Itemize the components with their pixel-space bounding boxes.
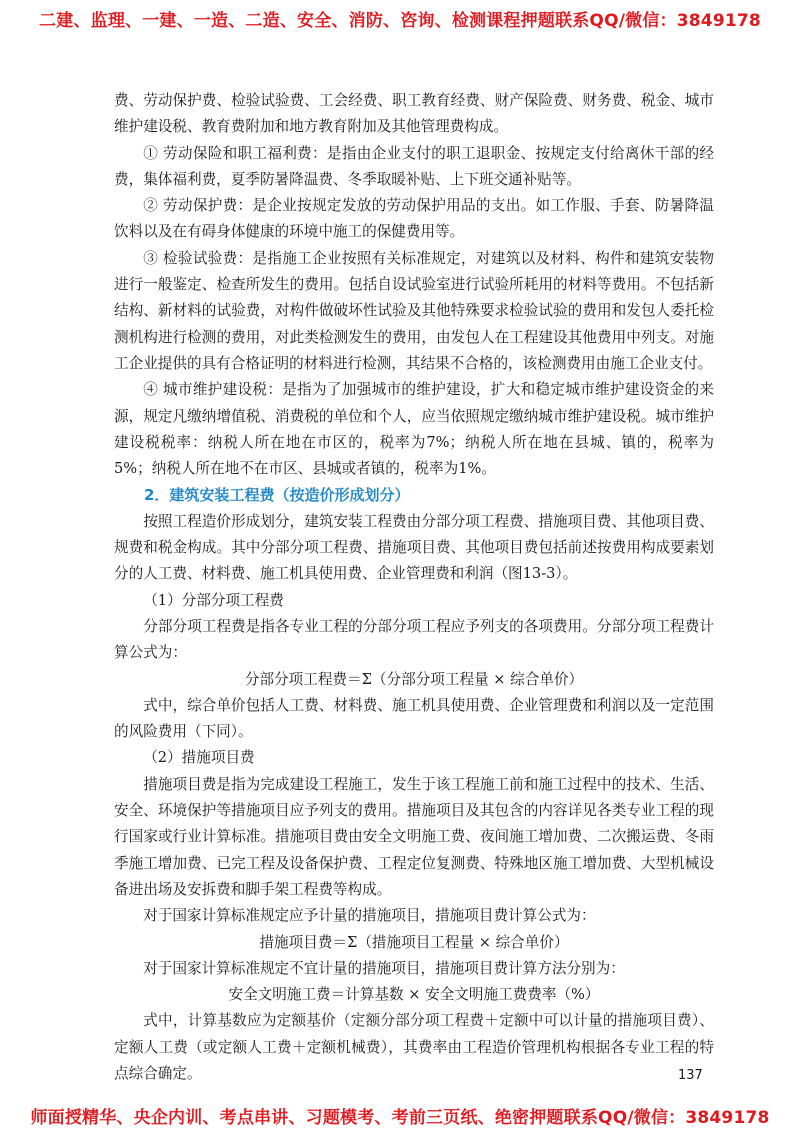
page-body [114,88,714,1087]
page-number: 137 [678,1068,703,1083]
paragraph-labor-insurance: ① 劳动保险和职工福利费：是指由企业支付的职工退职金、按规定支付给离休干部的经费，集体福利费，夏季防暑降温费、冬季取暖补贴、上下班交通补贴等。 [114,144,714,188]
paragraph-management-fee-continuation: 费、劳动保护费、检验试验费、工会经费、职工教育经费、财产保险费、财务费、税金、城市维护建设税、教育费附加和地方教育附加及其他管理费构成。 [114,92,714,136]
paragraph-labor-protection: ② 劳动保护费：是企业按规定发放的劳动保护用品的支出。如工作服、手套、防暑降温饮料以及在有碍身体健康的环境中施工的保健费用等。 [114,197,714,241]
paragraph-measure-definition: 措施项目费是指为完成建设工程施工，发生于该工程施工前和施工过程中的技术、生活、安全、环境保护等措施项目应予列支的费用。措施项目及其包含的内容详见各类专业工程的现行国家或行业计算标准。措施项目费由安全文明施工费、夜间施工增加费、二次搬运费、冬雨季施工增加费、已完工程及设备保护费、工程定位复测费、特殊地区施工增加费、大型机械设备进出场及安拆费和脚手架工程费等构成。 [114,775,714,898]
paragraph-urban-maintenance-tax: ④ 城市维护建设税：是指为了加强城市的维护建设，扩大和稳定城市维护建设资金的来源，规定凡缴纳增值税、消费税的单位和个人，应当依照规定缴纳城市维护建设税。城市维护建设税税率：纳税人所在地在市区的，税率为7%；纳税人所在地在县城、镇的，税率为5%；纳税人所在地不在市区、县城或者镇的，税率为1%。 [114,381,714,478]
formula-measure-cost: 措施项目费＝Σ（措施项目工程量 × 综合单价） [259,933,569,951]
formula-safety-civilization-fee: 安全文明施工费＝计算基数 × 安全文明施工费费率（%） [228,986,600,1004]
paragraph-inspection-test: ③ 检验试验费：是指施工企业按照有关标准规定，对建筑以及材料、构件和建筑安装物进行一般鉴定、检查所发生的费用。包括自设试验室进行试验所耗用的材料等费用。不包括新结构、新材料的试验费，对构件做破坏性试验及其他特殊要求检验试验的费用和发包人委托检测机构进行检测的费用，对此类检测发生的费用，由发包人在工程建设其他费用中列支。对施工企业提供的具有合格证明的材料进行检测，其结果不合格的，该检测费用由施工企业支付。 [114,249,714,372]
paragraph-non-measurable-measures: 对于国家计算标准规定不宜计量的措施项目，措施项目费计算方法分别为： [143,959,625,977]
paragraph-calculation-base-note: 式中，计算基数应为定额基价（定额分部分项工程费＋定额中可以计量的措施项目费）、定额人工费（或定额人工费＋定额机械费），其费率由工程造价管理机构根据各专业工程的特点综合确定。 [114,1012,714,1082]
footer-banner: 师面授精华、央企内训、考点串讲、习题模考、考前三页纸、绝密押题联系QQ/微信：3849178 [30,1108,770,1128]
header-banner: 二建、监理、一建、一造、二造、安全、消防、咨询、检测课程押题联系QQ/微信：3849178 [39,11,761,31]
subheading-measure-cost: （2）措施项目费 [143,749,255,767]
paragraph-sub-item-definition: 分部分项工程费是指各专业工程的分部分项工程应予列支的各项费用。分部分项工程费计算公式为： [114,617,714,662]
paragraph-unit-price-note: 式中，综合单价包括人工费、材料费、施工机具使用费、企业管理费和利润以及一定范围的风险费用（下同）。 [114,696,714,741]
formula-sub-item-cost: 分部分项工程费＝Σ（分部分项工程量 × 综合单价） [244,670,584,688]
paragraph-cost-composition: 按照工程造价形成划分，建筑安装工程费由分部分项工程费、措施项目费、其他项目费、规费和税金构成。其中分部分项工程费、措施项目费、其他项目费包括前述按费用构成要素划分的人工费、材料费、施工机具使用费、企业管理费和利润（图13-3）。 [114,512,714,583]
section-heading: 2．建筑安装工程费（按造价形成划分） [144,486,410,505]
paragraph-measurable-measures: 对于国家计算标准规定应予计量的措施项目，措施项目费计算公式为： [143,907,596,925]
subheading-sub-item-cost: （1）分部分项工程费 [143,591,284,609]
